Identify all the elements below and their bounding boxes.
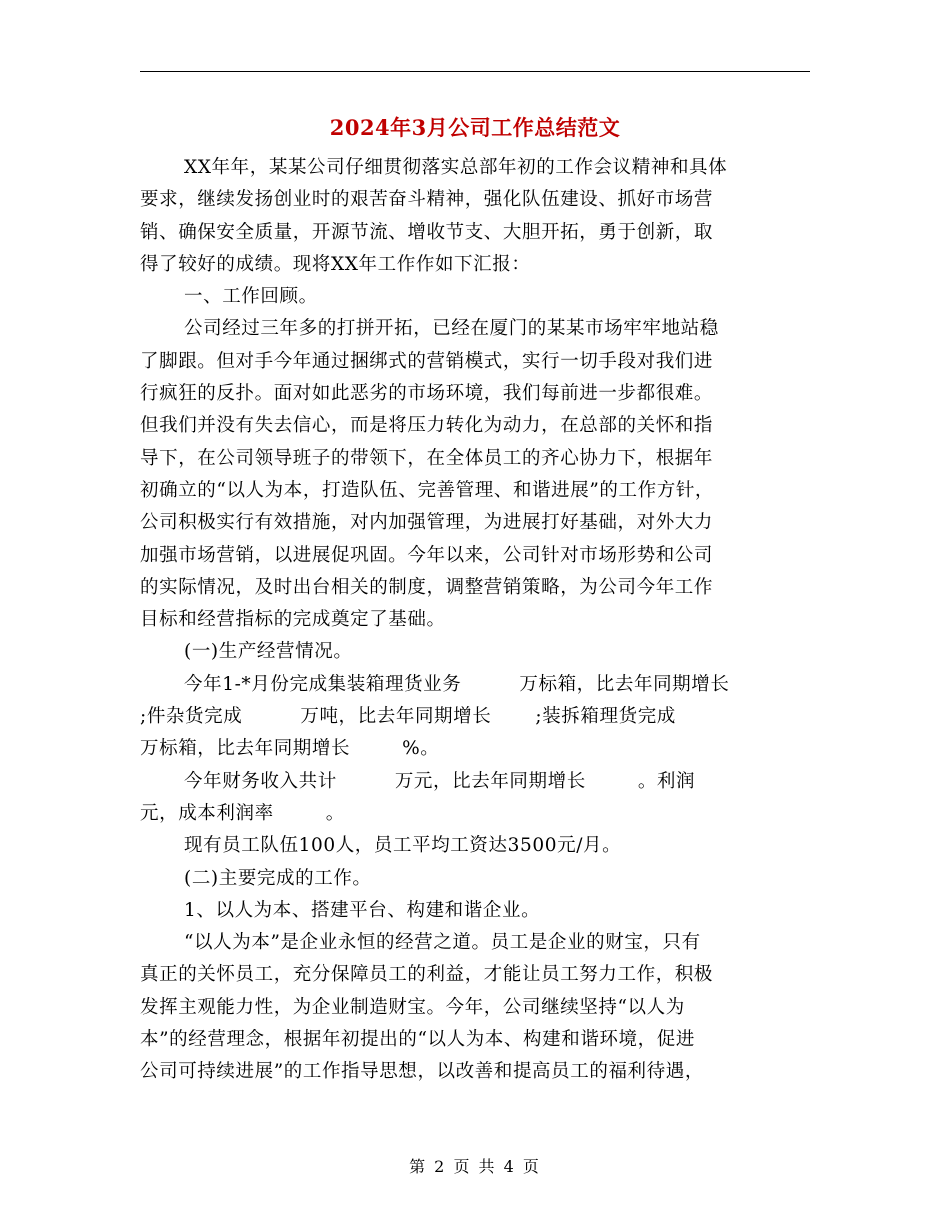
paragraph-line [140,766,810,798]
text-run: ;装拆箱理货完成 [535,706,676,728]
document-title: 2024年3月公司工作总结范文 [329,115,621,140]
paragraph-line: 的实际情况，及时出台相关的制度，调整营销策略，为公司今年工作 [140,576,714,598]
item-heading: 1、以人为本、搭建平台、构建和谐企业。 [184,899,541,921]
paragraph-line: 目标和经营指标的完成奠定了基础。 [140,609,446,631]
paragraph-line: 本”的经营理念，根据年初提出的“以人为本、构建和谐环境，促进 [140,1029,695,1051]
paragraph-line: 真正的关怀员工，充分保障员工的利益，才能让员工努力工作，积极 [140,964,714,986]
paragraph-line [140,701,810,733]
paragraph-line [140,733,810,765]
page-footer: 第 2 页 共 4 页 [409,1157,541,1176]
header-rule [140,71,810,72]
paragraph-line: 要求，继续发扬创业时的艰苦奋斗精神，强化队伍建设、抓好市场营 [140,189,714,211]
paragraph-line: 了脚跟。但对手今年通过捆绑式的营销模式，实行一切手段对我们进 [140,350,714,372]
text-run: 万吨，比去年同期增长 [300,706,492,728]
paragraph-line: “以人为本”是企业永恒的经营之道。员工是企业的财宝，只有 [184,932,701,954]
text-run: 。利润 [637,770,696,792]
text-run: 万元，比去年同期增长 [394,770,586,792]
subsection-heading: (一)生产经营情况。 [184,641,353,663]
paragraph-line: 行疯狂的反扑。面对如此恶劣的市场环境，我们每前进一步都很难。 [140,383,714,405]
paragraph-line: 加强市场营销，以进展促巩固。今年以来，公司针对市场形势和公司 [140,544,714,566]
paragraph-line: 公司可持续进展”的工作指导思想，以改善和提高员工的福利待遇， [140,1061,704,1083]
document-body [140,152,810,1089]
subsection-heading: (二)主要完成的工作。 [184,867,372,889]
text-run: 今年1-*月份完成集装箱理货业务 [184,673,462,695]
paragraph-line: 公司积极实行有效措施，对内加强管理，为进展打好基础，对外大力 [140,512,714,534]
paragraph-line: 公司经过三年多的打拼开拓，已经在厦门的某某市场牢牢地站稳 [184,318,719,340]
paragraph-line: 但我们并没有失去信心，而是将压力转化为动力，在总部的关怀和指 [140,415,714,437]
paragraph-line: 发挥主观能力性，为企业制造财宝。今年，公司继续坚持“以人为 [140,996,685,1018]
paragraph-line: 初确立的“以人为本，打造队伍、完善管理、和谐进展”的工作方针， [140,479,715,501]
paragraph-line: 得了较好的成绩。现将XX年工作作如下汇报： [140,253,531,275]
text-run: %。 [402,738,440,760]
paragraph-line: 销、确保安全质量，开源节流、增收节支、大胆开拓，勇于创新，取 [140,221,714,243]
text-run: 万标箱，比去年同期增长 [519,673,730,695]
paragraph-line [140,669,810,701]
paragraph-line: XX年年，某某公司仔细贯彻落实总部年初的工作会议精神和具体 [184,157,728,178]
paragraph-line: 现有员工队伍100人，员工平均工资达3500元/月。 [184,835,622,857]
paragraph-line [140,798,810,830]
text-run: ;件杂货完成 [140,706,243,728]
text-run: 。 [325,802,345,824]
paragraph-line: 导下，在公司领导班子的带领下，在全体员工的齐心协力下，根据年 [140,447,714,469]
text-run: 万标箱，比去年同期增长 [140,738,351,760]
text-run: 今年财务收入共计 [184,770,337,792]
section-heading: 一、工作回顾。 [184,286,318,308]
text-run: 元，成本利润率 [140,802,274,824]
